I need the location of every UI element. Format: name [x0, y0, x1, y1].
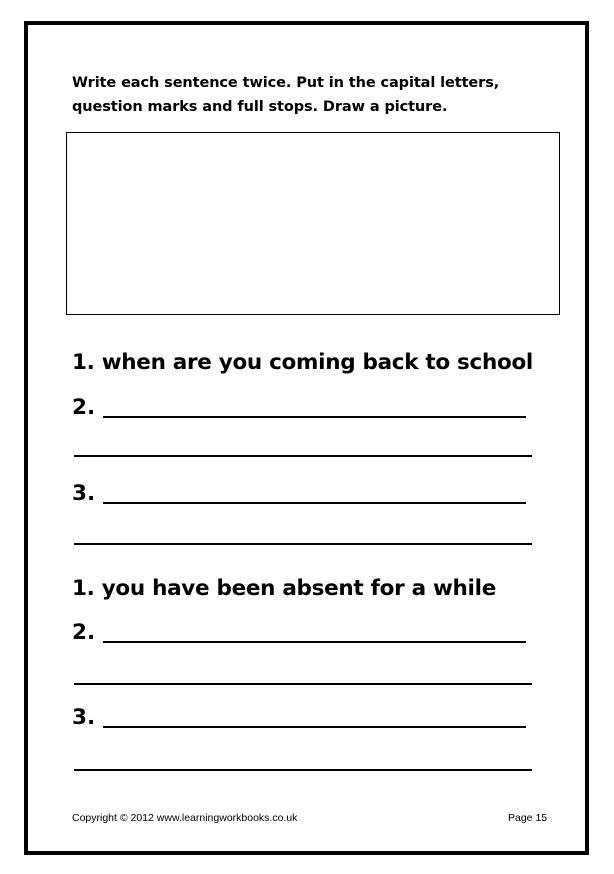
answer-number: 2.: [72, 395, 96, 420]
drawing-area[interactable]: [66, 132, 560, 315]
exercise-2-answer-2[interactable]: [72, 619, 532, 647]
exercise-2-answer-3[interactable]: [72, 704, 532, 732]
exercise-2-continuation-line[interactable]: [74, 683, 532, 685]
instructions: [72, 71, 552, 119]
answer-number: 3.: [72, 705, 96, 730]
exercise-1-answer-2[interactable]: [72, 394, 532, 422]
exercise-1-answer-3[interactable]: [72, 480, 532, 508]
instructions-line-2: question marks and full stops. Draw a picture.: [72, 99, 448, 115]
writing-line: [103, 726, 526, 728]
instructions-line-1: Write each sentence twice. Put in the capital letters,: [72, 75, 500, 91]
exercise-2-sentence: 1. you have been absent for a while: [72, 576, 496, 601]
copyright-text: Copyright © 2012 www.learningworkbooks.co.uk: [72, 812, 298, 824]
exercise-2-continuation-line-2[interactable]: [74, 769, 532, 771]
exercise-1-continuation-line[interactable]: [74, 455, 532, 457]
exercise-1-continuation-line-2[interactable]: [74, 543, 532, 545]
answer-number: 3.: [72, 481, 96, 506]
exercise-1-sentence: 1. when are you coming back to school: [72, 350, 533, 375]
answer-number: 2.: [72, 620, 96, 645]
writing-line: [103, 502, 526, 504]
page-number: Page 15: [508, 812, 548, 824]
writing-line: [103, 641, 526, 643]
writing-line: [103, 416, 526, 418]
